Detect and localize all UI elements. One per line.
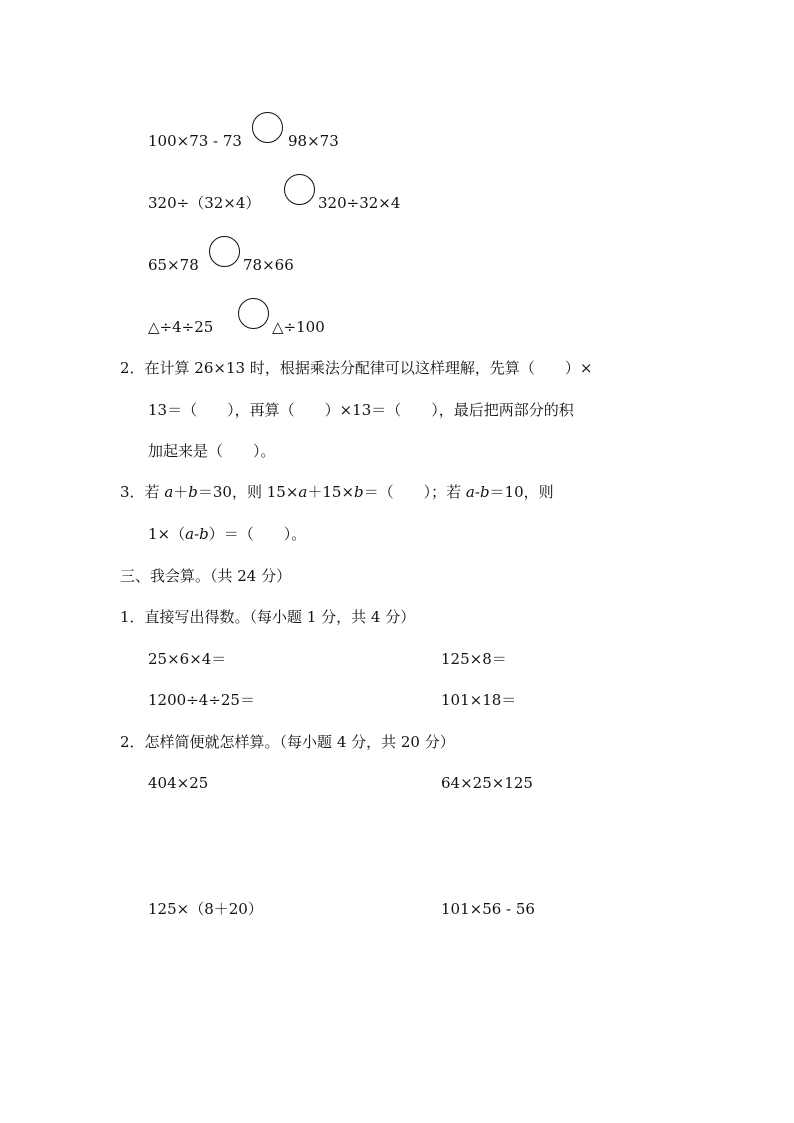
plus-sign: ＋ — [173, 483, 189, 501]
compare-right-3: 78×66 — [243, 256, 294, 274]
compare-circle-3[interactable] — [209, 236, 240, 267]
compare-left-4: △÷4÷25 — [148, 318, 214, 336]
compare-circle-4[interactable] — [238, 298, 269, 329]
compare-left-1: 100×73 - 73 — [148, 132, 242, 150]
compare-left-3: 65×78 — [148, 256, 199, 274]
q3-text-g: ）＝（ ）。 — [208, 525, 307, 543]
minus-sign: - — [474, 483, 480, 501]
var-b: b — [354, 483, 364, 501]
q3-line-1 — [120, 482, 554, 502]
q3-text-d: ＝（ ）；若 — [363, 483, 466, 501]
q2-line-3: 加起来是（ ）。 — [148, 442, 276, 460]
calc-item-2: 125×8＝ — [441, 650, 507, 668]
var-a: a — [465, 483, 475, 501]
compare-left-2: 320÷（32×4） — [148, 194, 261, 212]
q3-prefix: 3．若 — [120, 483, 165, 501]
q3-text-c: ＋15× — [307, 483, 355, 501]
compare-right-4: △÷100 — [272, 318, 325, 336]
q3-text-b: ＝30，则 15× — [197, 483, 299, 501]
compare-right-1: 98×73 — [288, 132, 339, 150]
simplify-item-3: 125×（8＋20） — [148, 900, 263, 918]
q3-line-2 — [148, 524, 306, 544]
calc-item-4: 101×18＝ — [441, 691, 517, 709]
q2-line-1: 2．在计算 26×13 时，根据乘法分配律可以这样理解，先算（ ）× — [120, 359, 593, 377]
q3-text-f: 1×（ — [148, 525, 186, 543]
calc-item-3: 1200÷4÷25＝ — [148, 691, 255, 709]
compare-circle-1[interactable] — [252, 112, 283, 143]
simplify-item-1: 404×25 — [148, 774, 209, 792]
compare-right-2: 320÷32×4 — [318, 194, 401, 212]
section3-sub1: 1．直接写出得数。（每小题 1 分，共 4 分） — [120, 608, 416, 626]
calc-item-1: 25×6×4＝ — [148, 650, 227, 668]
section3-heading: 三、我会算。（共 24 分） — [120, 567, 292, 585]
var-a: a — [164, 483, 174, 501]
var-a: a — [298, 483, 308, 501]
var-b: b — [479, 483, 490, 501]
compare-circle-2[interactable] — [284, 174, 315, 205]
simplify-item-4: 101×56 - 56 — [441, 900, 535, 918]
section3-sub2: 2．怎样简便就怎样算。（每小题 4 分，共 20 分） — [120, 733, 455, 751]
var-a: a — [185, 525, 195, 543]
simplify-item-2: 64×25×125 — [441, 774, 533, 792]
minus-sign: - — [194, 525, 200, 543]
var-b: b — [188, 483, 198, 501]
var-b: b — [199, 525, 209, 543]
q2-line-2: 13＝（ ），再算（ ）×13＝（ ），最后把两部分的积 — [148, 401, 574, 419]
q3-text-e: ＝10，则 — [489, 483, 554, 501]
